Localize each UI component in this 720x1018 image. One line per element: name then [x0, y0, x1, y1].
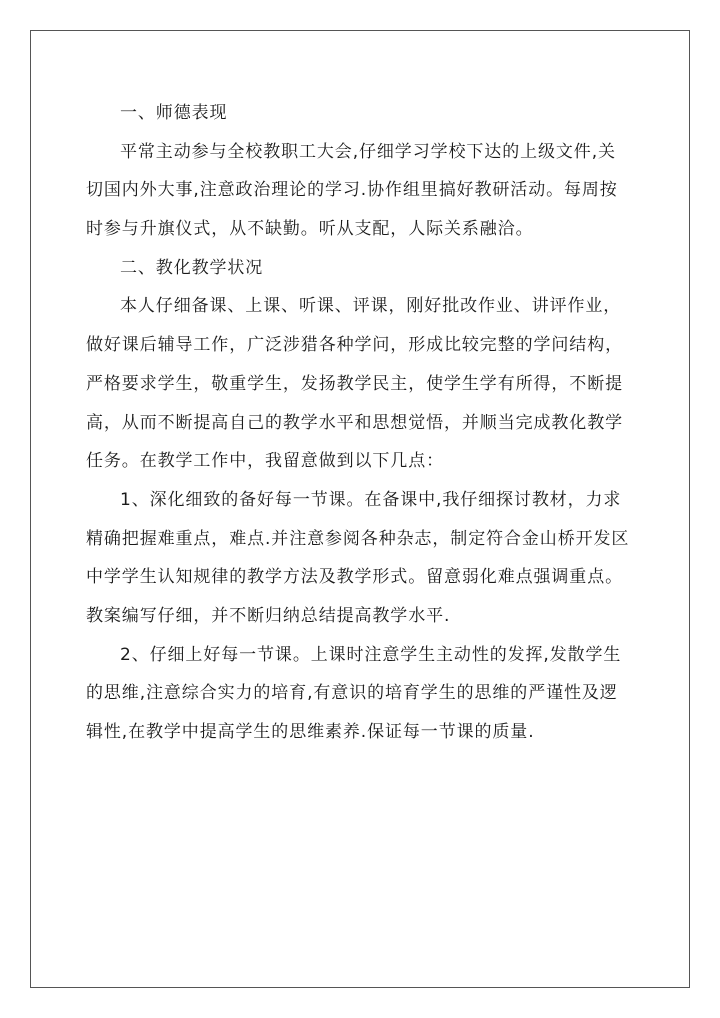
- document-body: [86, 94, 640, 752]
- text-line: 切国内外大事,注意政治理论的学习.协作组里搞好教研活动。每周按: [86, 180, 618, 201]
- paragraph-teaching-status: [86, 287, 640, 480]
- text-line: 平常主动参与全校教职工大会,仔细学习学校下达的上级文件,关: [120, 141, 616, 162]
- text-line: 辑性,在教学中提高学生的思维素养.保证每一节课的质量.: [86, 722, 535, 742]
- text-line: 做好课后辅导工作，广泛涉猎各种学问，形成比较完整的学问结构，: [86, 335, 623, 356]
- text-line: 中学学生认知规律的教学方法及教学形式。留意弱化难点强调重点。: [86, 567, 623, 588]
- section-heading-teaching-status: [86, 249, 640, 288]
- paragraph-point-2: [86, 636, 640, 752]
- text-line: 的思维,注意综合实力的培育,有意识的培育学生的思维的严谨性及逻: [86, 683, 618, 704]
- text-line: 高，从而不断提高自己的教学水平和思想觉悟，并顺当完成教化教学: [86, 412, 623, 433]
- text-line: 精确把握难重点，难点.并注意参阅各种杂志，制定符合金山桥开发区: [86, 528, 630, 549]
- text-line: 本人仔细备课、上课、听课、评课，刚好批改作业、讲评作业，: [120, 296, 622, 317]
- text-line: 任务。在教学工作中，我留意做到以下几点：: [86, 451, 444, 472]
- paragraph-point-1: [86, 481, 640, 636]
- text-line: 时参与升旗仪式，从不缺勤。听从支配，人际关系融洽。: [86, 219, 534, 240]
- text-line: 2、仔细上好每一节课。上课时注意学生主动性的发挥,发散学生: [120, 644, 622, 665]
- text-line: 1、深化细致的备好每一节课。在备课中,我仔细探讨教材，力求: [120, 489, 622, 510]
- text-line: 二、教化教学状况: [120, 257, 264, 278]
- paragraph-teacher-ethics: [86, 133, 640, 249]
- text-line: 一、师德表现: [120, 103, 228, 123]
- text-line: 严格要求学生，敬重学生，发扬教学民主，使学生学有所得，不断提: [86, 373, 623, 394]
- section-heading-teacher-ethics: [86, 94, 640, 133]
- text-line: 教案编写仔细，并不断归纳总结提高教学水平.: [86, 605, 451, 626]
